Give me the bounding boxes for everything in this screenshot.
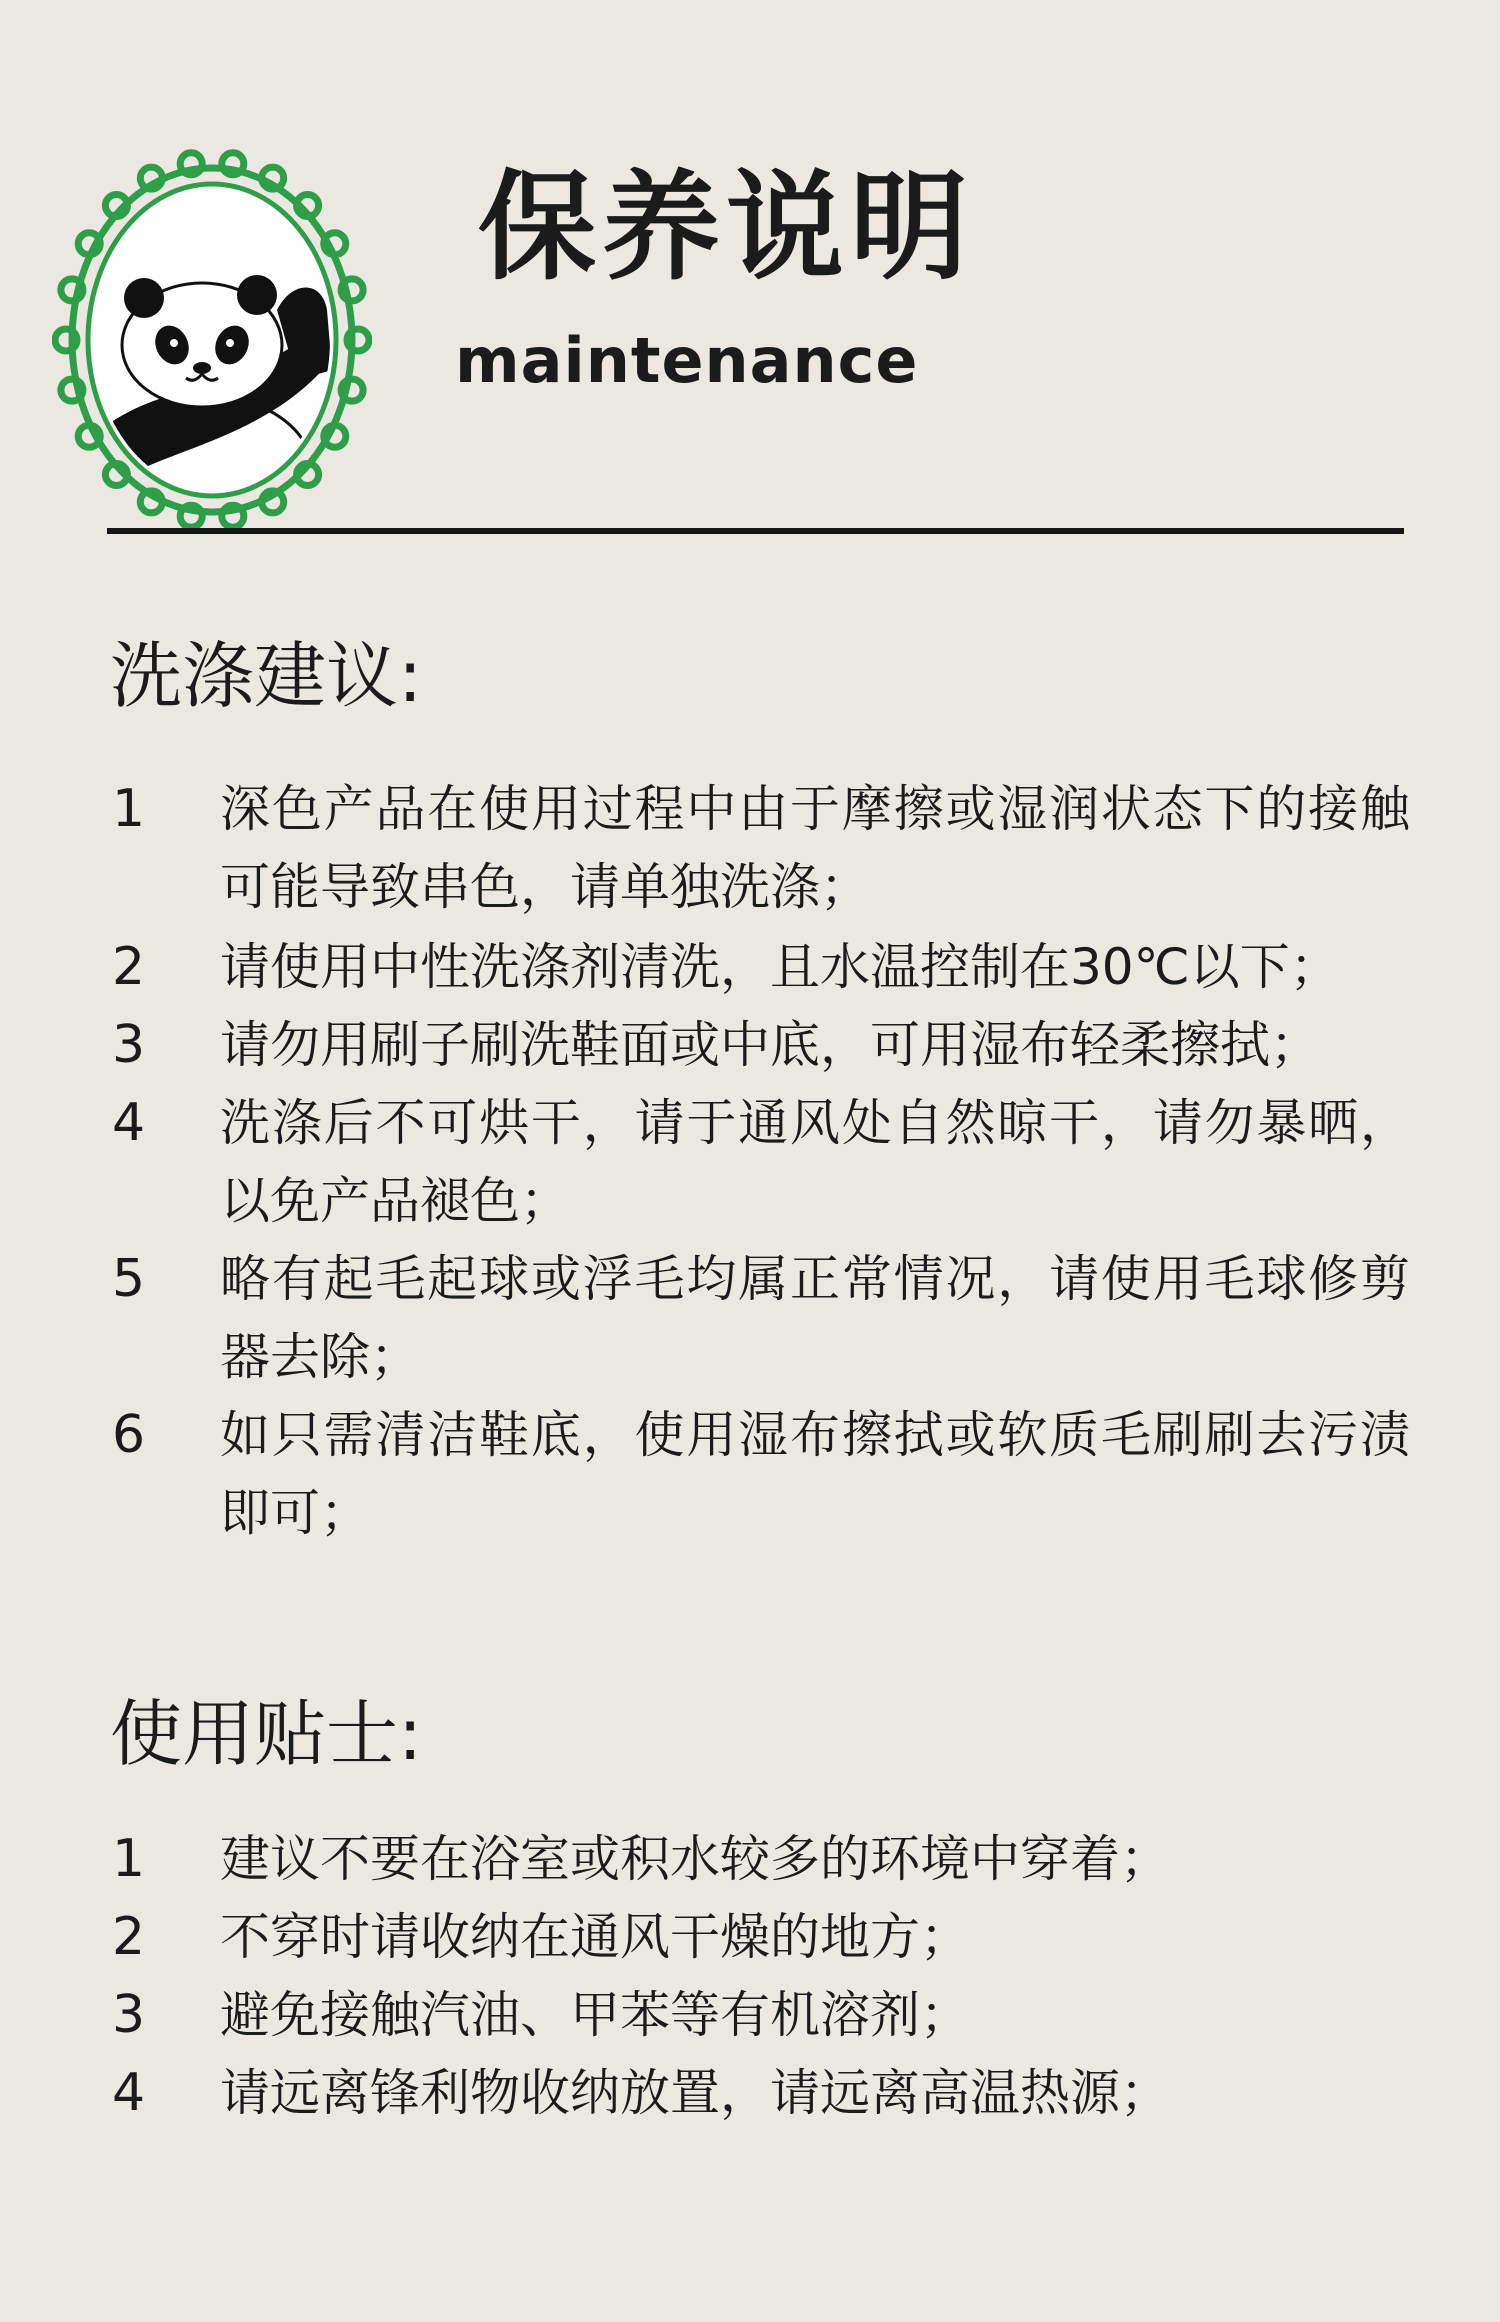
item-number: 2 [112,1907,146,1967]
item-text: 如只需清洁鞋底，使用湿布擦拭或软质毛刷刷去污渍即可； [220,1406,1410,1542]
item-text: 深色产品在使用过程中由于摩擦或湿润状态下的接触可能导致串色，请单独洗涤； [220,780,1410,916]
panda-logo [52,140,372,540]
item-number: 5 [112,1249,146,1309]
tips-section-title: 使用贴士: [110,1692,423,1776]
item-text: 略有起毛起球或浮毛均属正常情况，请使用毛球修剪器去除； [220,1250,1410,1386]
washing-section-title: 洗涤建议: [110,634,423,718]
item-text: 请使用中性洗涤剂清洗，且水温控制在30℃以下； [220,938,1340,996]
item-text: 请勿用刷子刷洗鞋面或中底，可用湿布轻柔擦拭； [220,1016,1320,1074]
page-title: 保养说明 [478,158,975,296]
item-number: 4 [112,2063,146,2123]
item-text: 不穿时请收纳在通风干燥的地方； [220,1908,970,1966]
item-text: 建议不要在浴室或积水较多的环境中穿着； [220,1830,1170,1888]
item-number: 1 [112,1829,146,1889]
item-text: 避免接触汽油、甲苯等有机溶剂； [220,1986,970,2044]
item-number: 2 [112,937,146,997]
item-number: 1 [112,779,146,839]
panda-in-green-scalloped-frame-icon [52,140,372,540]
item-number: 6 [112,1405,146,1465]
header-divider [107,528,1404,534]
item-number: 3 [112,1985,146,2045]
item-text: 洗涤后不可烘干，请于通风处自然晾干，请勿暴晒，以免产品褪色； [220,1094,1410,1230]
item-number: 4 [112,1093,146,1153]
item-text: 请远离锋利物收纳放置，请远离高温热源； [220,2064,1170,2122]
page-subtitle: maintenance [455,324,919,397]
item-number: 3 [112,1015,146,1075]
